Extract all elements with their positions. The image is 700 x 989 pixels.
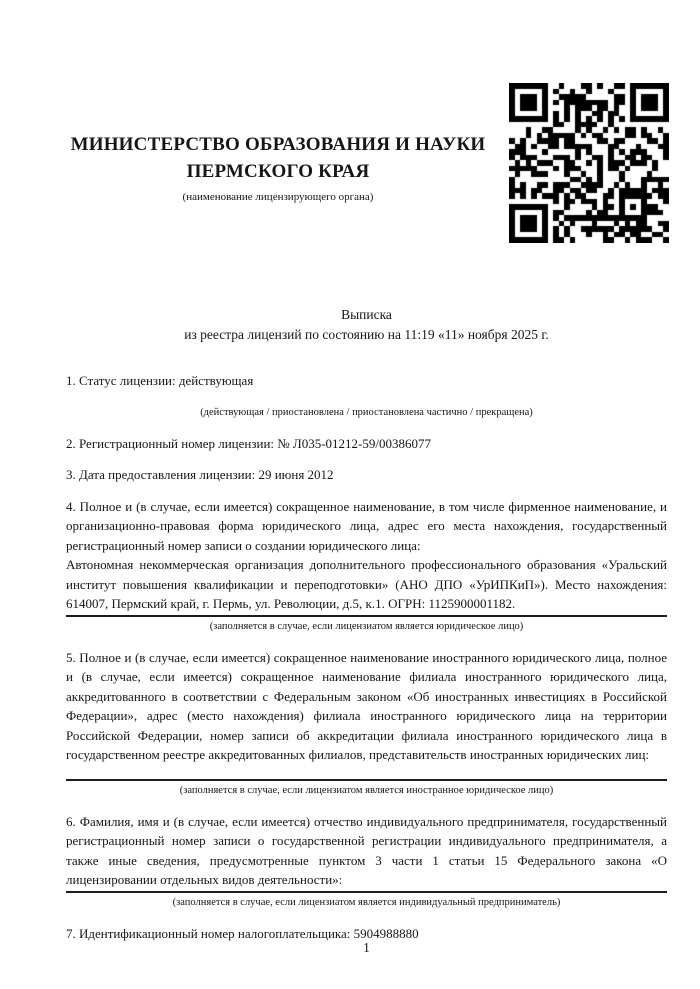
item-7-taxpayer-id: 7. Идентификационный номер налогоплательщика: 5904988880: [66, 925, 419, 941]
document-title-line2: из реестра лицензий по состоянию на 11:19 «11» ноября 2025 г.: [184, 327, 549, 342]
document-body: [66, 371, 667, 943]
licensing-authority-caption: (наименование лицензирующего органа): [182, 191, 374, 203]
fill-line-foreign-entity-caption: (заполняется в случае, если лицензиатом является иностранное юридическое лицо): [179, 784, 554, 796]
item-2-registration-number: 2. Регистрационный номер лицензии: № Л035-01212-59/00386077: [66, 435, 432, 451]
item-6-label: 6. Фамилия, имя и (в случае, если имеется) отчество индивидуального предпринимателя, государственный регистрационный номер записи о государственной регистрации индивидуального предпринимателя, а также иные сведения, предусмотренные пунктом 3 части 1 статьи 15 Федерального закона «О лицензировании отдельных видов деятельности»:: [66, 813, 667, 887]
document-title: [66, 305, 667, 345]
item-6-individual-entrepreneur-section: [66, 812, 667, 912]
document-header: [66, 83, 669, 243]
page-number: 1: [363, 940, 370, 955]
item-4-licensee-details: Автономная некоммерческая организация дополнительного профессионального образования «Уральский институт повышения квалификации и переподготовки» (АНО ДПО «УрИПКиП»). Место нахождения: 614007, Пермский край, г. Пермь, ул. Революции, д.5, к.1. ОГРН: 1125900001182.: [66, 557, 667, 611]
ministry-name-line1: МИНИСТЕРСТВО ОБРАЗОВАНИЯ И НАУКИ: [70, 134, 486, 155]
ministry-name-line2: ПЕРМСКОГО КРАЯ: [186, 161, 370, 182]
ministry-name: [66, 131, 490, 185]
item-4-legal-entity-section: [66, 497, 667, 636]
item-5-empty-fill-area: [66, 765, 667, 778]
item-1-license-status: 1. Статус лицензии: действующая: [66, 373, 254, 388]
licensing-authority-block: [66, 83, 490, 204]
item-5-foreign-entity-section: [66, 648, 667, 800]
item-5-label: 5. Полное и (в случае, если имеется) сокращенное наименование иностранного юридического лица, полное и (в случае, если имеется) сокращенное наименование филиала иностранного юридического лица, аккредитованного в соответствии с Федеральным законом «Об иностранных инвестициях в Российской Федерации», адрес (место нахождения) филиала иностранного юридического лица на территории Российской Федерации, номер записи об аккредитации филиала иностранного юридического лица в государственном реестре аккредитованных филиалов, представительств иностранных юридических лиц:: [66, 649, 667, 762]
qr-code-icon: [509, 83, 669, 243]
document-title-line1: Выписка: [341, 307, 392, 322]
fill-line-legal-entity-caption: (заполняется в случае, если лицензиатом является юридическое лицо): [209, 620, 524, 632]
item-3-license-grant-date: 3. Дата предоставления лицензии: 29 июня 2012: [66, 467, 334, 482]
item-4-label: 4. Полное и (в случае, если имеется) сокращенное наименование, в том числе фирменное наименование, и организационно-правовая форма юридического лица, адрес его места нахождения, государственный регистрационный номер записи о создании юридического лица:: [66, 498, 667, 553]
item-1-status-options-caption: (действующая / приостановлена / приостановлена частично / прекращена): [200, 406, 533, 418]
fill-line-individual-entrepreneur-caption: (заполняется в случае, если лицензиатом является индивидуальный предприниматель): [172, 896, 561, 908]
